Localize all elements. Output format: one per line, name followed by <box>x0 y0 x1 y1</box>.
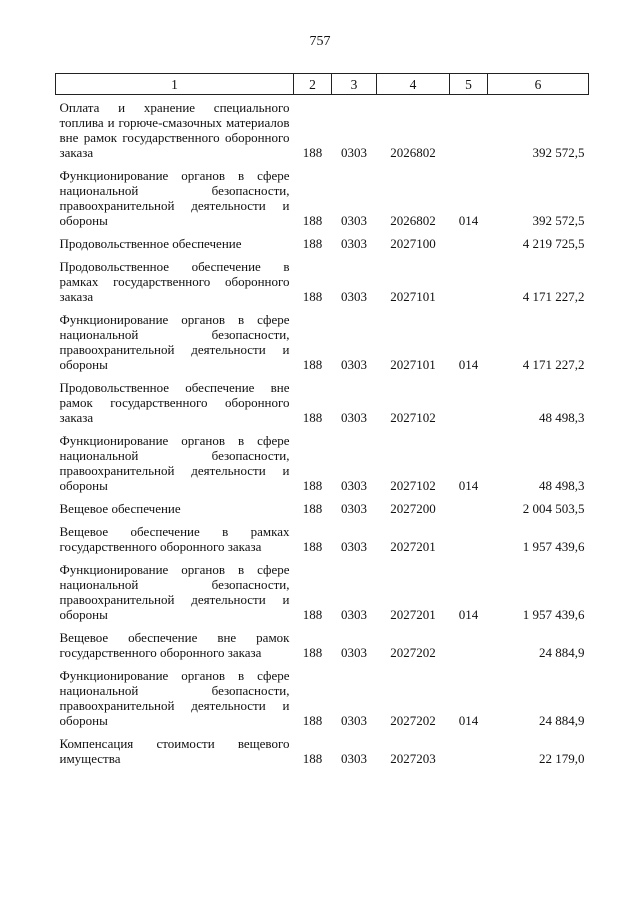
row-col-5 <box>450 372 488 425</box>
table-body <box>56 95 589 767</box>
row-col-4: 2027203 <box>390 751 436 766</box>
row-amount: 1 957 439,6 <box>522 539 585 554</box>
row-col-3: 0303 <box>341 145 367 160</box>
row-col-4: 2027201 <box>390 607 436 622</box>
row-amount: 48 498,3 <box>539 478 585 493</box>
row-col-5 <box>450 251 488 304</box>
row-name: Функционирование органов в сфере национальной безопасности, правоохранительной деятельности и обороны <box>59 312 290 372</box>
row-col-5 <box>450 622 488 660</box>
row-col-2: 188 <box>302 539 323 554</box>
row-name: Функционирование органов в сфере национальной безопасности, правоохранительной деятельности и обороны <box>59 168 290 228</box>
row-name: Продовольственное обеспечение в рамках государственного оборонного заказа <box>59 259 290 304</box>
row-amount: 392 572,5 <box>532 145 585 160</box>
row-col-2: 188 <box>302 236 323 251</box>
row-col-5 <box>450 95 488 161</box>
row-col-5 <box>450 228 488 251</box>
row-amount: 2 004 503,5 <box>522 501 585 516</box>
row-col-2: 188 <box>302 478 323 493</box>
row-col-3: 0303 <box>341 645 367 660</box>
row-amount: 1 957 439,6 <box>522 607 585 622</box>
row-col-2: 188 <box>302 645 323 660</box>
row-col-5: 014 <box>458 213 479 228</box>
header-col-5: 5 <box>450 74 488 95</box>
row-amount: 22 179,0 <box>539 751 585 766</box>
row-amount: 4 171 227,2 <box>522 289 585 304</box>
row-col-3: 0303 <box>341 289 367 304</box>
row-name: Оплата и хранение специального топлива и горюче-смазочных материалов вне рамок государственного оборонного заказа <box>59 100 290 160</box>
row-amount: 4 171 227,2 <box>522 357 585 372</box>
row-col-5 <box>450 728 488 766</box>
row-col-4: 2027101 <box>390 289 436 304</box>
row-col-4: 2026802 <box>390 213 436 228</box>
table-row <box>56 493 589 516</box>
table-row <box>56 425 589 493</box>
table-row <box>56 160 589 228</box>
row-name: Вещевое обеспечение <box>59 501 181 516</box>
row-amount: 24 884,9 <box>539 645 585 660</box>
row-name: Вещевое обеспечение вне рамок государственного оборонного заказа <box>59 630 290 660</box>
row-name: Функционирование органов в сфере национальной безопасности, правоохранительной деятельности и обороны <box>59 433 290 493</box>
row-col-3: 0303 <box>341 713 367 728</box>
row-col-5: 014 <box>458 357 479 372</box>
row-name: Продовольственное обеспечение вне рамок государственного оборонного заказа <box>59 380 290 425</box>
row-col-2: 188 <box>302 501 323 516</box>
row-col-3: 0303 <box>341 410 367 425</box>
row-col-2: 188 <box>302 751 323 766</box>
row-col-5: 014 <box>458 478 479 493</box>
row-amount: 4 219 725,5 <box>522 236 585 251</box>
header-col-6: 6 <box>488 74 589 95</box>
header-col-1: 1 <box>56 74 294 95</box>
header-col-4: 4 <box>377 74 450 95</box>
row-col-3: 0303 <box>341 357 367 372</box>
header-row <box>56 74 589 95</box>
table-row <box>56 622 589 660</box>
row-col-4: 2027100 <box>390 236 436 251</box>
header-col-3: 3 <box>332 74 377 95</box>
row-col-2: 188 <box>302 213 323 228</box>
row-col-3: 0303 <box>341 539 367 554</box>
row-col-3: 0303 <box>341 478 367 493</box>
table-row <box>56 660 589 728</box>
row-name: Функционирование органов в сфере национальной безопасности, правоохранительной деятельности и обороны <box>59 668 290 728</box>
row-col-5 <box>450 516 488 554</box>
row-col-4: 2027200 <box>390 501 436 516</box>
table-row <box>56 95 589 161</box>
row-col-3: 0303 <box>341 213 367 228</box>
row-col-3: 0303 <box>341 751 367 766</box>
row-col-5 <box>450 493 488 516</box>
row-col-3: 0303 <box>341 607 367 622</box>
row-col-2: 188 <box>302 713 323 728</box>
header-col-2: 2 <box>294 74 332 95</box>
table-row <box>56 728 589 766</box>
page-number: 757 <box>309 34 331 49</box>
table-row <box>56 228 589 251</box>
table-row <box>56 372 589 425</box>
table-header <box>56 74 589 95</box>
row-col-4: 2027101 <box>390 357 436 372</box>
row-name: Продовольственное обеспечение <box>59 236 242 251</box>
row-name: Вещевое обеспечение в рамках государственного оборонного заказа <box>59 524 290 554</box>
budget-table <box>55 73 589 766</box>
row-col-4: 2027202 <box>390 645 436 660</box>
row-name: Компенсация стоимости вещевого имущества <box>59 736 290 766</box>
row-amount: 392 572,5 <box>532 213 585 228</box>
row-col-2: 188 <box>302 357 323 372</box>
row-col-2: 188 <box>302 145 323 160</box>
row-col-4: 2026802 <box>390 145 436 160</box>
row-col-3: 0303 <box>341 501 367 516</box>
row-col-5: 014 <box>458 607 479 622</box>
row-name: Функционирование органов в сфере национальной безопасности, правоохранительной деятельности и обороны <box>59 562 290 622</box>
table-row <box>56 554 589 622</box>
row-col-5: 014 <box>458 713 479 728</box>
row-amount: 48 498,3 <box>539 410 585 425</box>
row-amount: 24 884,9 <box>539 713 585 728</box>
row-col-4: 2027102 <box>390 478 436 493</box>
row-col-4: 2027201 <box>390 539 436 554</box>
row-col-3: 0303 <box>341 236 367 251</box>
table-row <box>56 516 589 554</box>
table-row <box>56 251 589 304</box>
table-row <box>56 304 589 372</box>
row-col-2: 188 <box>302 289 323 304</box>
row-col-2: 188 <box>302 410 323 425</box>
row-col-4: 2027202 <box>390 713 436 728</box>
row-col-4: 2027102 <box>390 410 436 425</box>
row-col-2: 188 <box>302 607 323 622</box>
